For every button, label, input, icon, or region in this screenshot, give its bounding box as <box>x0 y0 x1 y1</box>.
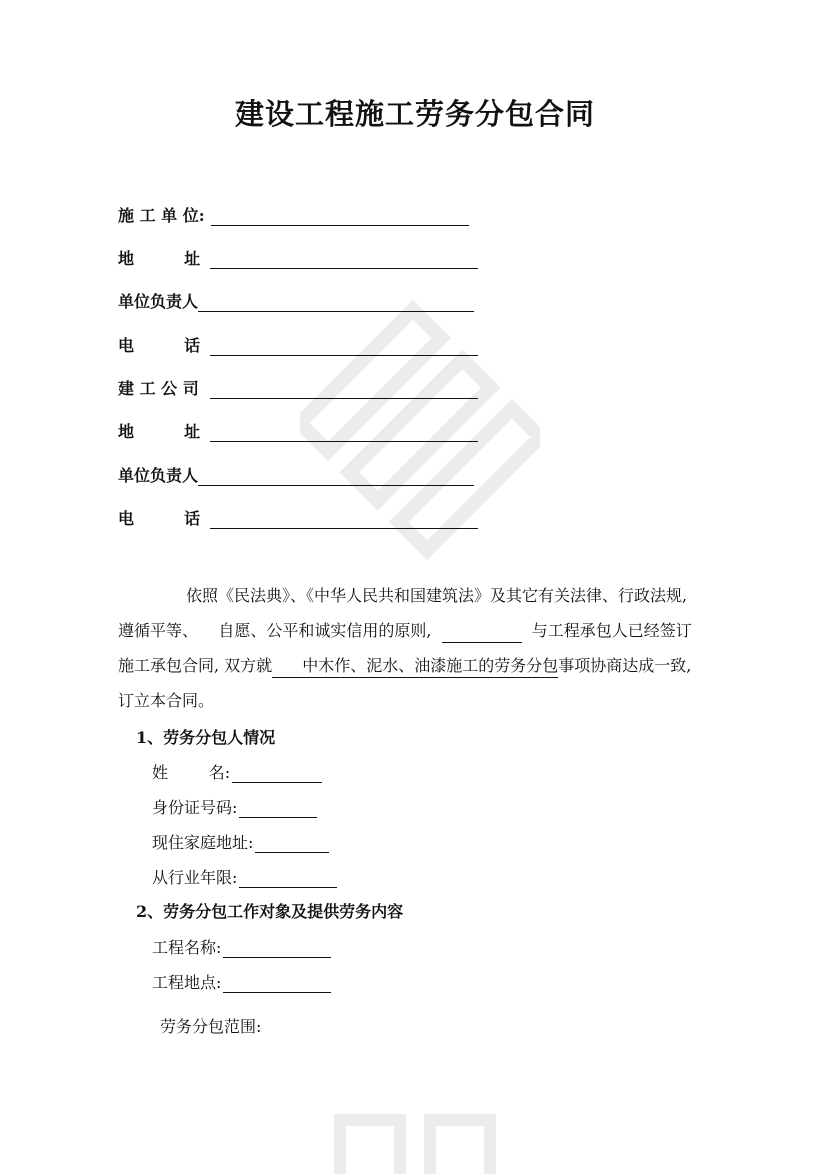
party-row-phone <box>118 330 478 356</box>
field-label: 工程名称: <box>152 938 222 957</box>
party-label: 单位负责人 <box>118 466 199 485</box>
fill-in-line[interactable] <box>210 421 478 442</box>
preamble-line <box>118 613 718 648</box>
preamble-line <box>118 648 718 683</box>
preamble-text: 中木作、泥水、油漆施工的劳务分包 <box>302 656 559 675</box>
section-heading: 2、劳务分包工作对象及提供劳务内容 <box>136 902 404 921</box>
fill-in-line[interactable] <box>442 620 522 643</box>
fill-in-line[interactable] <box>239 799 317 818</box>
field-label: 身份证号码: <box>152 798 238 817</box>
party-label: 地 址 <box>118 422 201 441</box>
field-label: 从行业年限: <box>152 868 238 887</box>
field-label: 工程地点: <box>152 973 222 992</box>
fill-in-line[interactable] <box>239 869 337 888</box>
fill-in-line[interactable] <box>210 508 478 529</box>
party-row-address <box>118 243 478 269</box>
fill-in-line[interactable] <box>210 335 478 356</box>
party-row-responsible <box>118 286 474 312</box>
preamble-text: 与工程承包人已经签订 <box>531 621 692 640</box>
field-project-name <box>152 935 331 958</box>
preamble-line: 依照《民法典》、《中华人民共和国建筑法》及其它有关法律、行政法规, <box>186 586 688 605</box>
party-row-responsible-2 <box>118 460 474 486</box>
underlined-scope <box>272 655 558 678</box>
party-row-phone-2 <box>118 503 478 529</box>
party-row-address-2 <box>118 416 478 442</box>
fill-in-line[interactable] <box>223 974 331 993</box>
preamble-line: 订立本合同。 <box>118 691 215 710</box>
party-label: 单位负责人 <box>118 292 199 311</box>
fill-in-line[interactable] <box>255 834 329 853</box>
preamble-paragraph <box>118 578 718 718</box>
preamble-text: 施工承包合同, 双方就 <box>118 656 273 675</box>
party-label: 地 址 <box>118 249 201 268</box>
field-home-address <box>152 830 329 853</box>
party-label: 施 工 单 位: <box>118 206 205 225</box>
page-title: 建设工程施工劳务分包合同 <box>234 97 595 131</box>
party-label: 电 话 <box>118 509 201 528</box>
field-label: 劳务分包范围: <box>160 1017 262 1036</box>
field-label: 姓 名: <box>152 763 231 782</box>
field-years-in-industry <box>152 865 337 888</box>
fill-in-line[interactable] <box>211 205 469 226</box>
field-label: 现住家庭地址: <box>152 833 254 852</box>
fill-in-line[interactable] <box>210 248 478 269</box>
field-labor-scope <box>160 1014 261 1037</box>
section-heading: 1、劳务分包人情况 <box>136 728 276 747</box>
watermark-fragment-icon <box>320 1100 520 1174</box>
preamble-text: 事项协商达成一致, <box>558 656 692 675</box>
fill-in-line[interactable] <box>210 378 478 399</box>
preamble-text: 遵循平等、 自愿、公平和诚实信用的原则, <box>118 621 432 640</box>
party-label: 建 工 公 司 <box>118 379 199 398</box>
field-project-location <box>152 970 331 993</box>
field-id-number <box>152 795 317 818</box>
party-label: 电 话 <box>118 336 201 355</box>
field-name <box>152 760 322 783</box>
party-row-contractor <box>118 200 469 226</box>
fill-in-line[interactable] <box>198 291 474 312</box>
fill-in-line[interactable] <box>223 939 331 958</box>
party-row-company <box>118 373 478 399</box>
fill-in-line[interactable] <box>232 764 322 783</box>
fill-in-line[interactable] <box>198 465 474 486</box>
